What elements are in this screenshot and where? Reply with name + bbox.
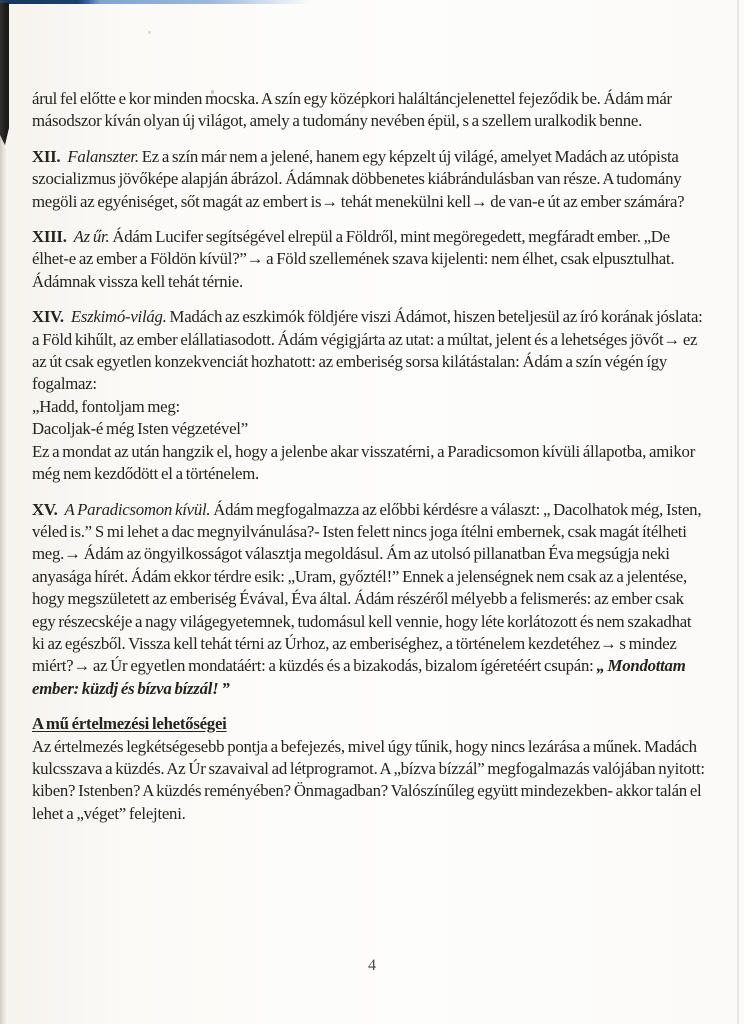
text-run: XIII. (32, 227, 67, 247)
text-run: Eszkimó-világ. (70, 307, 167, 327)
page-number: 4 (368, 957, 376, 974)
paragraph (32, 306, 706, 485)
text-run: „ Mondottam ember: küzdj és bízva bízzál! ” (32, 656, 686, 698)
page-edge-shadow-left (0, 0, 6, 1024)
paragraph (32, 736, 706, 826)
text-run: Az űr. (73, 227, 110, 247)
text-run: A mű értelmezési lehetőségei (32, 714, 227, 734)
text-run: Az értelmezés legkétségesebb pontja a befejezés, mivel úgy tűnik, hogy nincs lezárása a műnek. Madách kulcsszava a küzdés. Az Úr szavaival ad létprogramot. A „bízva bízzál” megfogalmazás valójában nyitott: kiben? Istenben? A küzdés reményében? Önmagadban? Valószínűleg együtt mindezekben- akkor talán el lehet a „véget” felejteni. (32, 736, 705, 823)
document-body (32, 88, 706, 838)
text-run: Ádám Lucifer segítségével elrepül a Földről, mint megöregedett, megfáradt ember. „De élhet-e az ember a Földön kívül?”→ a Föld szellemének szava kijelenti: nem élhet, csak elpusztulhat. Ádámnak vissza kell tehát térnie. (32, 227, 675, 291)
text-run: XII. (32, 146, 61, 166)
text-run: Falanszter. (67, 146, 139, 166)
text-run: árul fel előtte e kor minden mocska. A szín egy középkori haláltáncjelenettel fejeződik be. Ádám már másodszor kíván olyan új világot, amely a tudomány nevében épül, s a szellem uralkodik benne. (32, 89, 672, 131)
paragraph (32, 146, 706, 213)
paragraph (32, 88, 706, 133)
paragraph (32, 499, 706, 701)
scan-artifact-top-edge (0, 0, 320, 4)
text-run: Dacoljak-é még Isten végzetével” (32, 419, 248, 439)
text-run: Ez a mondat az után hangzik el, hogy a jelenbe akar visszatérni, a Paradicsomon kívüli állapotba, amikor még nem kezdődött el a történelem. (32, 441, 696, 484)
text-run: Madách az eszkimók földjére viszi Ádámot, hiszen beteljesül az író korának jóslata: a Föld kihűlt, az ember elállatiasodott. Ádám végigjárta az utat: a múltat, jelent és a lehetséges jövőt→ ez az út csak egyetlen konzekvenciát hozhatott: az emberiség sorsa kilátástalan: Ádám a szín végén így fogalmaz: (32, 307, 703, 394)
paragraph (32, 226, 706, 293)
text-run: „Hadd, fontoljam meg: (32, 396, 180, 416)
scan-dust-speck (148, 31, 151, 34)
text-run: XIV. (32, 307, 64, 327)
text-run: Ádám megfogalmazza az előbbi kérdésre a választ: „ Dacolhatok még, Isten, véled is.” S mi lehet a dac megnyilvánulása?- Isten felett nincs joga ítélni embernek, csak magát ítélheti meg.→ Ádám az öngyilkosságot választja megoldásul. Ám az utolsó pillanatban Éva megsúgja neki anyasága hírét. Ádám ekkor térdre esik: „Uram, győztél!” Ennek a jelenségnek nem csak az a jelentése, hogy megszületett az emberiség Évával, Éva által. Ádám részéről mélyebb a felismerés: az ember csak egy részecskéje a nagy világegyetemnek, tudomásul kell vennie, hogy léte korlátozott és nem szakadhat ki az egészből. Vissza kell tehát térni az Úrhoz, az emberiséghez, a történelem kezdetéhez→ s mindez miért?→ az Úr egyetlen mondatáért: a küzdés és a bizakodás, bizalom ígéretéért csupán: (32, 499, 702, 676)
text-run: A Paradicsomon kívül. (64, 499, 211, 519)
page-edge-shadow-right (737, 0, 739, 1024)
section-heading (32, 713, 706, 735)
text-run: XV. (32, 499, 58, 519)
text-run: Ez a szín már nem a jelené, hanem egy képzelt új világé, amelyet Madách az utópista szocializmus jövőképe alapján ábrázol. Ádámnak döbbenetes kiábrándulásban van része. A tudomány megöli az egyéniséget, sőt magát az embert is→ tehát menekülni kell→ de van-e út az ember számára? (32, 146, 685, 211)
